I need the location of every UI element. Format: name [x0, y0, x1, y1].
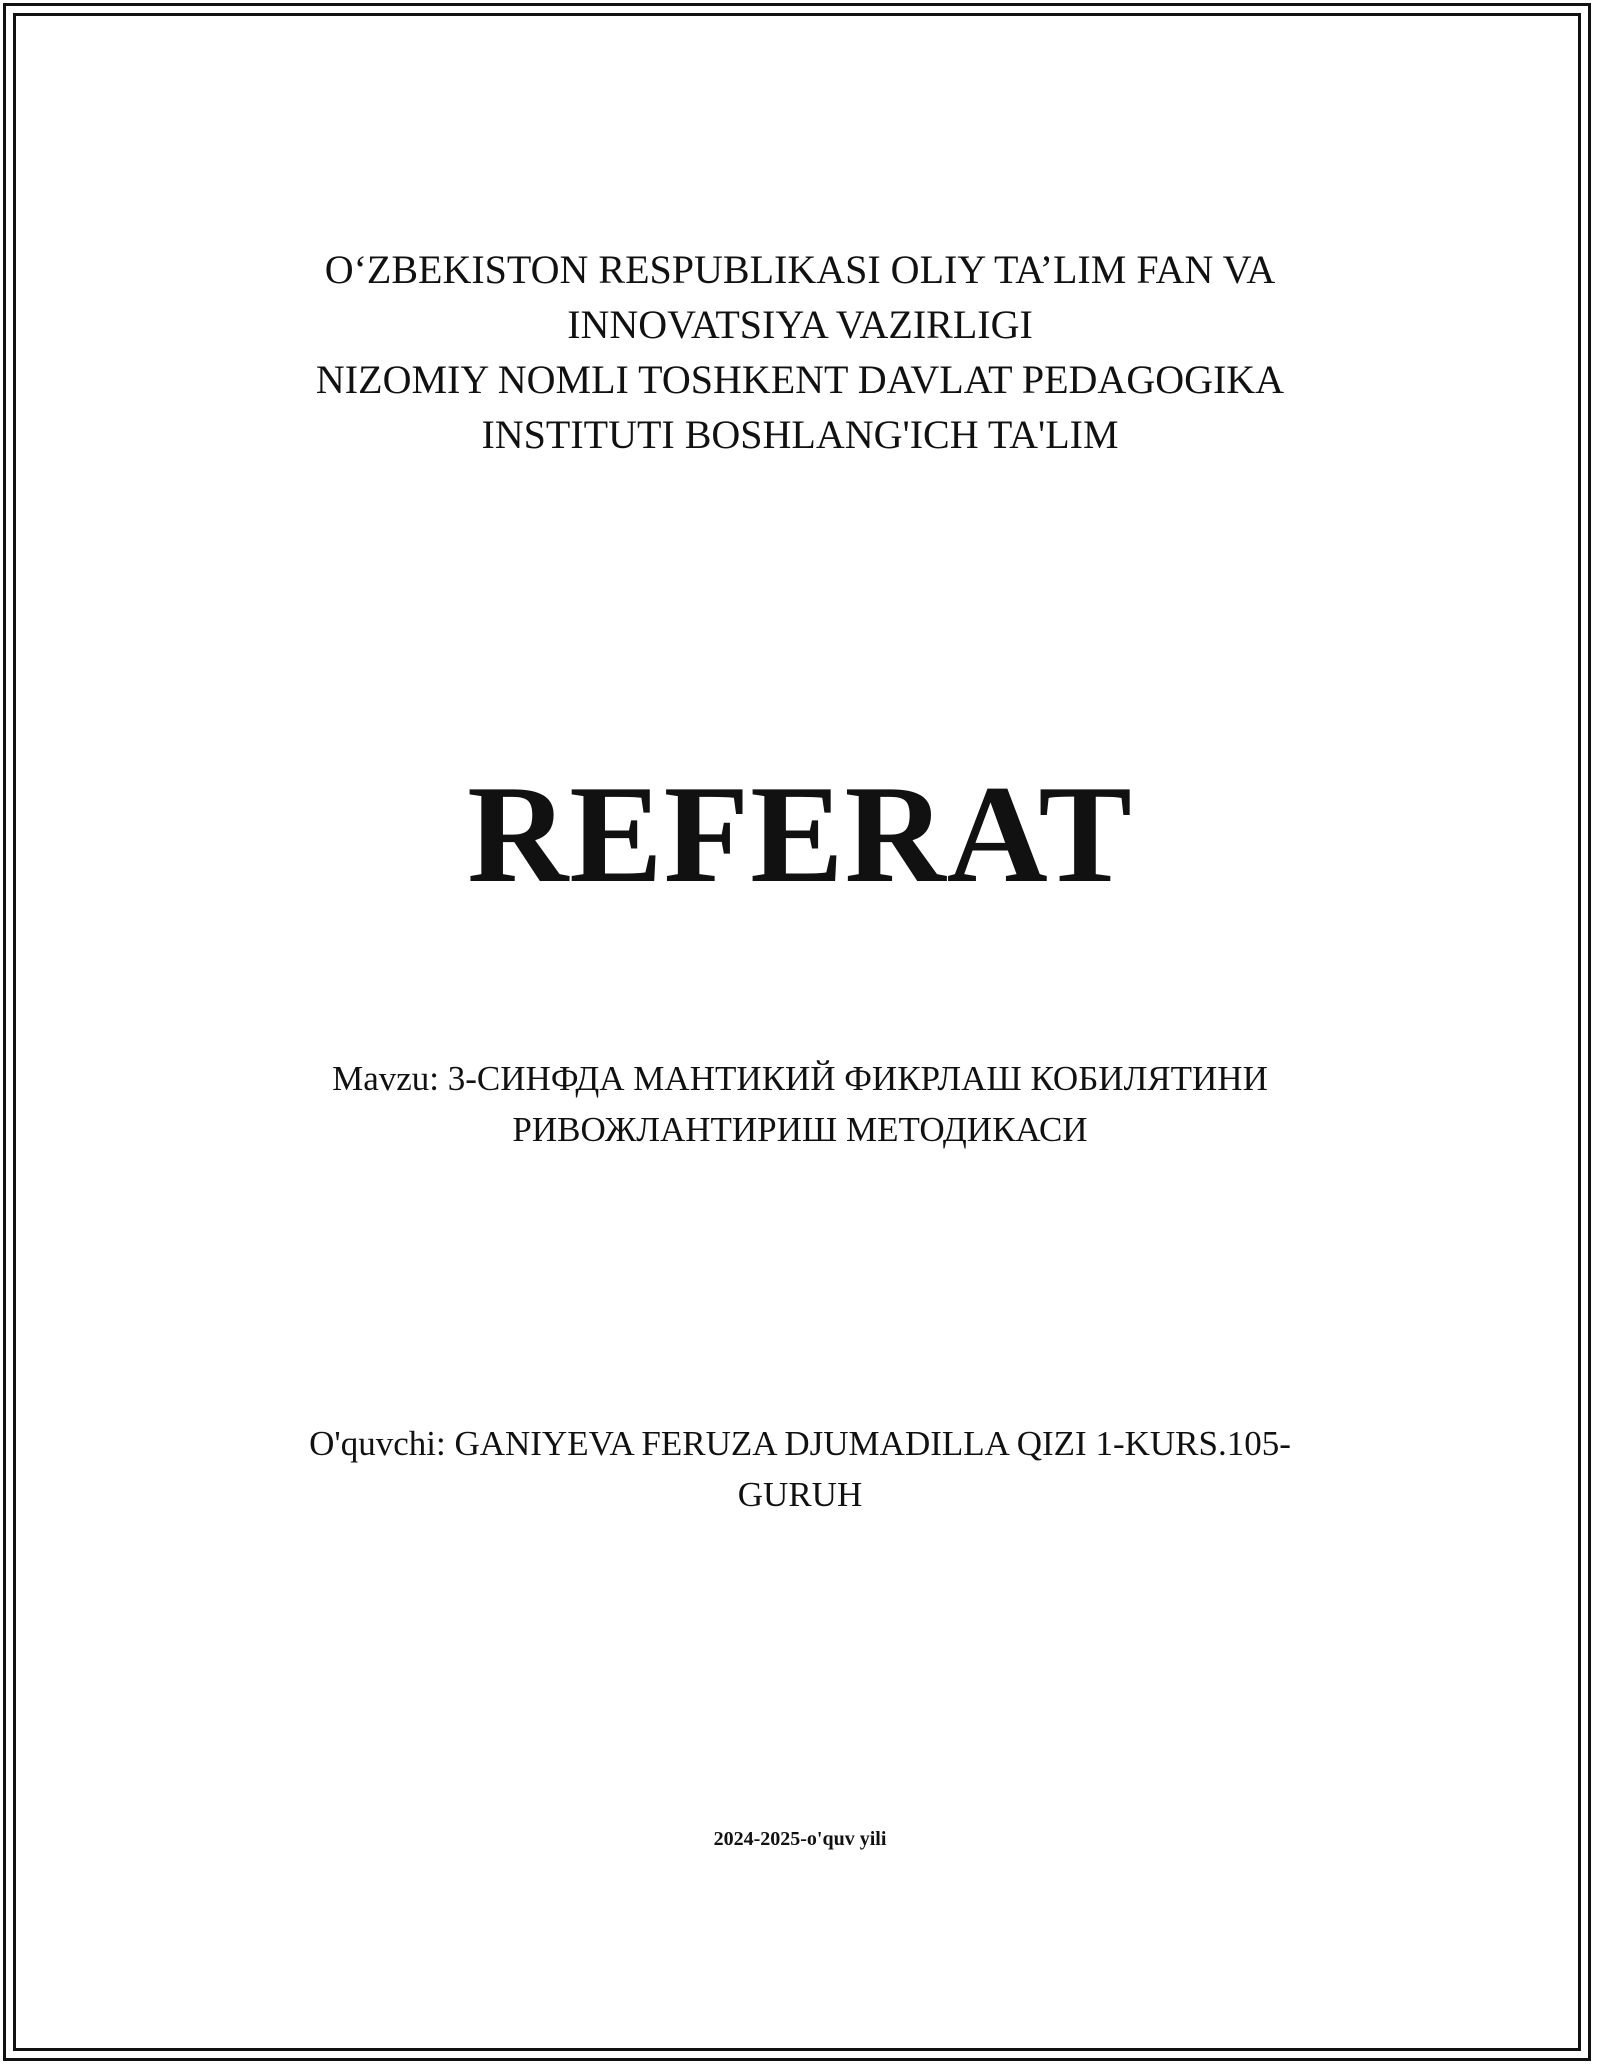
- header-line-2: INNOVATSIYA VAZIRLIGI: [567, 302, 1033, 347]
- topic-line-2: РИВОЖЛАНТИРИШ МЕТОДИКАСИ: [512, 1110, 1088, 1149]
- student-line-1: O'quvchi: GANIYEVA FERUZA DJUMADILLA QIZI 1-KURS.105-: [309, 1424, 1291, 1463]
- topic-block: [0, 1053, 1600, 1155]
- student-block: [0, 1418, 1600, 1520]
- institution-header: [0, 242, 1600, 462]
- header-line-3: NIZOMIY NOMLI TOSHKENT DAVLAT PEDAGOGIKA: [315, 357, 1285, 402]
- student-line-2: GURUH: [737, 1475, 863, 1514]
- document-title: REFERAT: [467, 757, 1133, 912]
- topic-line-1: Mavzu: 3-СИНФДА МАНТИКИЙ ФИКРЛАШ КОБИЛЯТИНИ: [332, 1059, 1268, 1098]
- header-line-4: INSTITUTI BOSHLANG'ICH TA'LIM: [481, 412, 1119, 457]
- academic-year: 2024-2025-o'quv yili: [713, 1828, 887, 1850]
- header-line-1: O‘ZBEKISTON RESPUBLIKASI OLIY TA’LIM FAN VA: [324, 247, 1276, 292]
